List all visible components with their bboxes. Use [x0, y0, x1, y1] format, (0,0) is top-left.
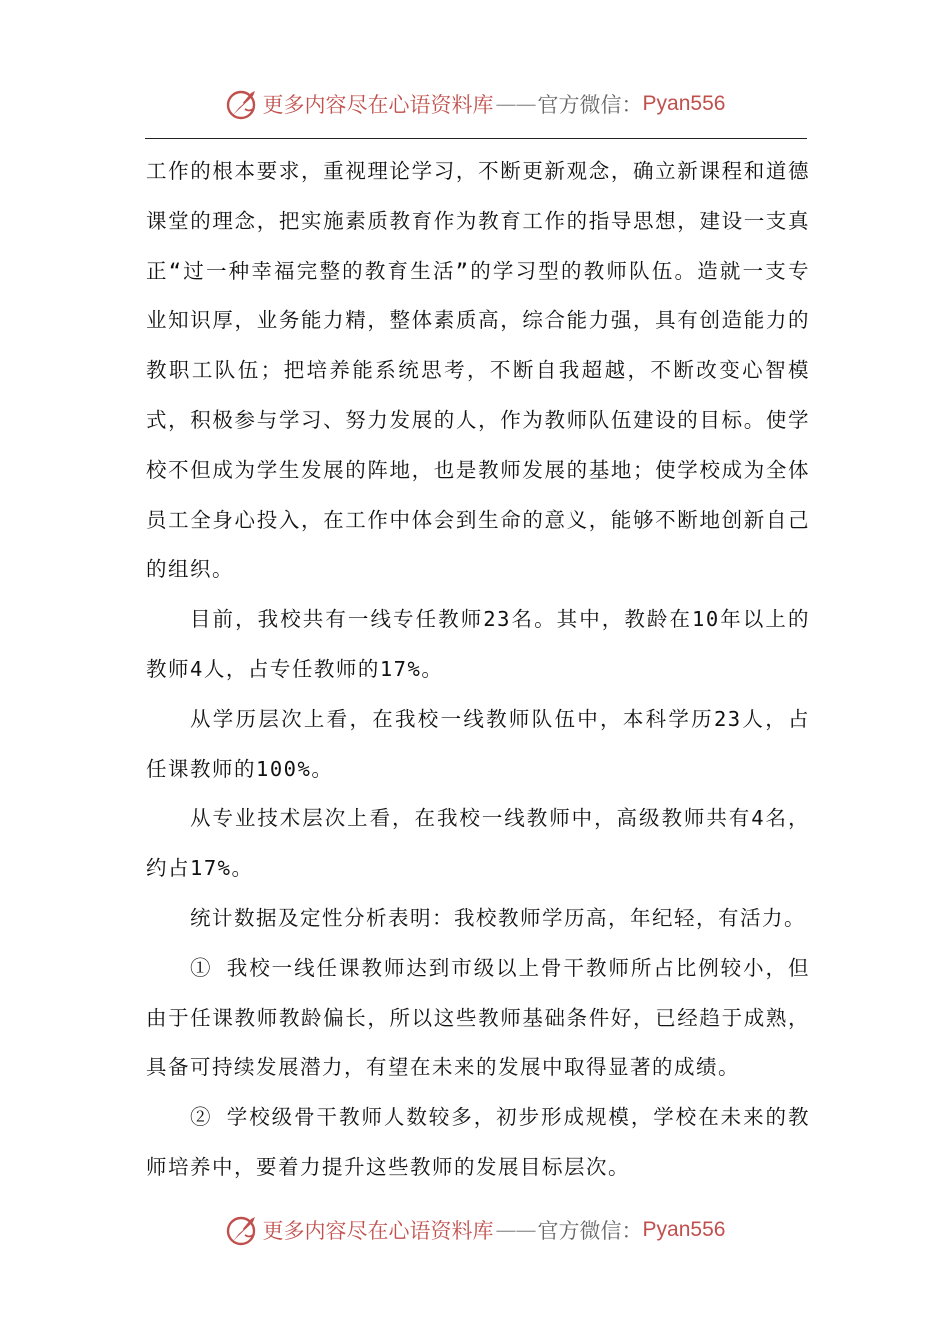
footer-brand-text: 更多内容尽在心语资料库 — [262, 1219, 494, 1243]
document-body — [146, 147, 810, 1193]
paragraph: 从专业技术层次上看，在我校一线教师中，高级教师共有4名，约占17%。 — [146, 806, 810, 881]
paragraph: 从学历层次上看，在我校一线教师队伍中，本科学历23人，占任课教师的100%。 — [146, 706, 810, 781]
footer-banner — [0, 1210, 950, 1250]
header-divider — [145, 138, 807, 139]
footer-wechat-label: 官方微信： — [537, 1219, 643, 1243]
paragraph: 统计数据及定性分析表明：我校教师学历高，年纪轻，有活力。 — [190, 905, 806, 930]
header-banner — [0, 84, 950, 124]
paragraph: ① 我校一线任课教师达到市级以上骨干教师所占比例较小，但由于任课教师教龄偏长，所以这些教师基础条件好，已经趋于成熟，具备可持续发展潜力，有望在未来的发展中取得显著的成绩。 — [146, 955, 810, 1080]
footer-dash: —— — [495, 1218, 536, 1242]
footer-wechat-id: Pyan556 — [642, 1218, 726, 1241]
header-wechat-label: 官方微信： — [537, 93, 643, 117]
quill-logo-icon — [225, 87, 259, 121]
paragraph: ② 学校级骨干教师人数较多，初步形成规模，学校在未来的教师培养中，要着力提升这些教师的发展目标层次。 — [146, 1105, 810, 1179]
paragraph: 工作的根本要求，重视理论学习，不断更新观念，确立新课程和道德课堂的理念，把实施素质教育作为教育工作的指导思想，建设一支真正“过一种幸福完整的教育生活”的学习型的教师队伍。造就一支专业知识厚，业务能力精，整体素质高，综合能力强，具有创造能力的教职工队伍；把培养能系统思考，不断自我超越，不断改变心智模式，积极参与学习、努力发展的人，作为教师队伍建设的目标。使学校不但成为学生发展的阵地，也是教师发展的基地；使学校成为全体员工全身心投入，在工作中体会到生命的意义，能够不断地创新自己的组织。 — [146, 159, 810, 582]
paragraph: 目前，我校共有一线专任教师23名。其中，教龄在10年以上的教师4人，占专任教师的17%。 — [146, 607, 810, 681]
header-wechat-id: Pyan556 — [642, 92, 726, 115]
header-dash: —— — [495, 92, 536, 116]
header-brand-text: 更多内容尽在心语资料库 — [262, 93, 494, 117]
quill-logo-icon — [225, 1213, 259, 1247]
